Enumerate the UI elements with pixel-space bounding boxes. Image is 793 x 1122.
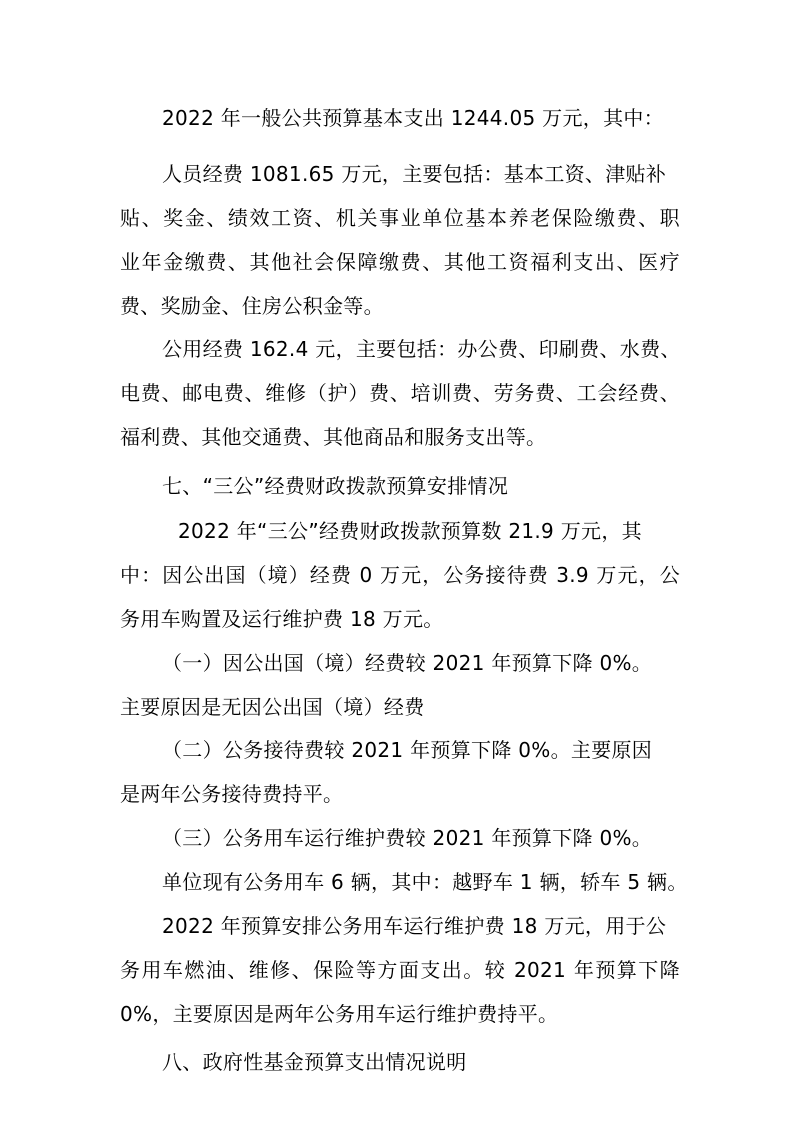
text-line-1: 2022 年一般公共预算基本支出 1244.05 万元，其中： — [162, 106, 664, 130]
section-heading-7: 七、“三公”经费财政拨款预算安排情况 — [162, 474, 509, 498]
text-line-12: 务用车购置及运行维护费 18 万元。 — [120, 607, 444, 631]
text-line-13: （一）因公出国（境）经费较 2021 年预算下降 0%。 — [162, 651, 653, 675]
text-line-2: 人员经费 1081.65 万元，主要包括：基本工资、津贴补 — [162, 162, 667, 186]
text-line-14: 主要原因是无因公出国（境）经费 — [120, 695, 425, 719]
text-line-8: 福利费、其他交通费、其他商品和服务支出等。 — [120, 425, 547, 449]
text-line-4: 业年金缴费、其他社会保障缴费、其他工资福利支出、医疗 — [120, 250, 680, 274]
text-line-10: 2022 年“三公”经费财政拨款预算数 21.9 万元，其 — [178, 519, 642, 543]
text-line-18: 单位现有公务用车 6 辆，其中：越野车 1 辆，轿车 5 辆。 — [162, 870, 688, 894]
text-line-16: 是两年公务接待费持平。 — [120, 782, 344, 806]
text-line-6: 公用经费 162.4 元，主要包括：办公费、印刷费、水费、 — [162, 337, 681, 361]
text-line-11: 中：因公出国（境）经费 0 万元，公务接待费 3.9 万元，公 — [120, 563, 680, 587]
text-line-3: 贴、奖金、绩效工资、机关事业单位基本养老保险缴费、职 — [120, 206, 680, 230]
text-line-21: 0%，主要原因是两年公务用车运行维护费持平。 — [120, 1002, 559, 1026]
text-line-19: 2022 年预算安排公务用车运行维护费 18 万元，用于公 — [162, 914, 667, 938]
section-heading-8: 八、政府性基金预算支出情况说明 — [162, 1050, 467, 1074]
text-line-17: （三）公务用车运行维护费较 2021 年预算下降 0%。 — [162, 826, 653, 850]
text-line-7: 电费、邮电费、维修（护）费、培训费、劳务费、工会经费、 — [120, 381, 680, 405]
text-line-20: 务用车燃油、维修、保险等方面支出。较 2021 年预算下降 — [120, 958, 680, 982]
text-line-15: （二）公务接待费较 2021 年预算下降 0%。主要原因 — [162, 738, 653, 762]
text-line-5: 费、奖励金、住房公积金等。 — [120, 294, 384, 318]
